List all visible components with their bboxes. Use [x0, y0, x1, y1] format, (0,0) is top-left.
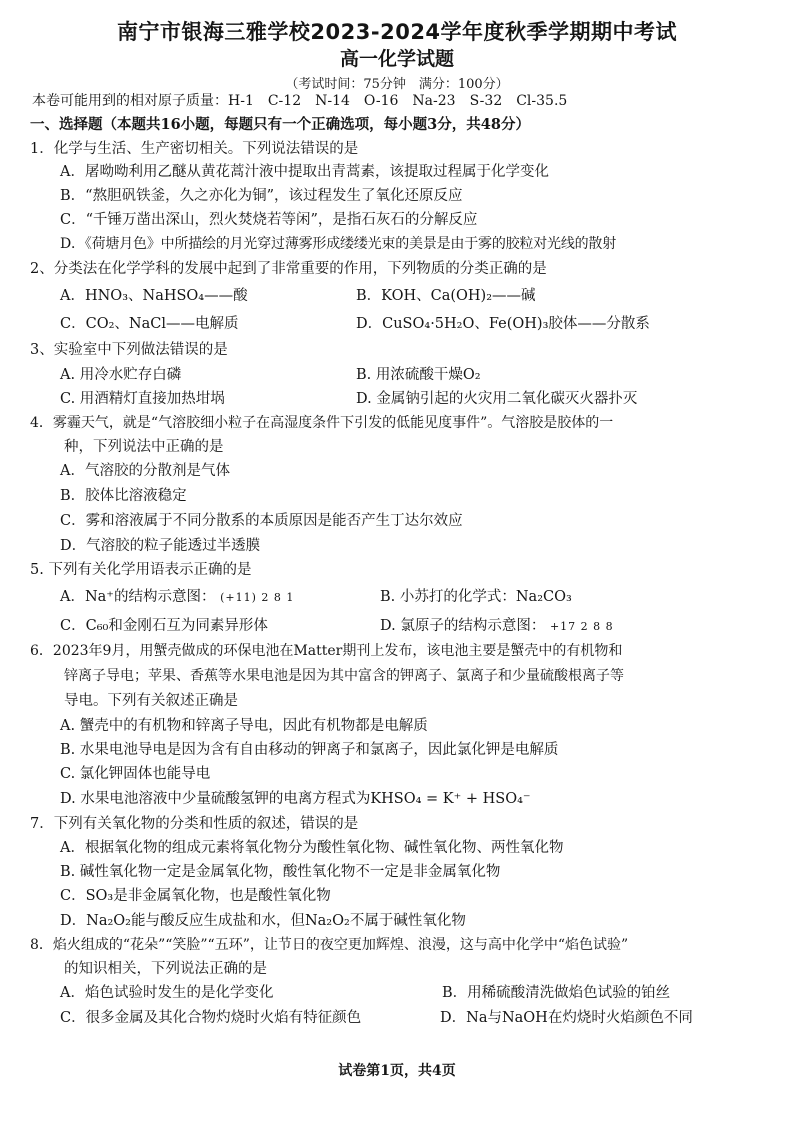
question-2-option-c: C．CO₂、NaCl——电解质	[60, 316, 239, 332]
question-6-stem-continued-2: 导电。下列有关叙述正确是	[64, 693, 238, 709]
question-5-option-c: C．C₆₀和金刚石互为同素异形体	[60, 618, 268, 634]
question-3-option-d: D. 金属钠引起的火灾用二氧化碳灭火器扑灭	[356, 391, 638, 407]
question-6-stem-continued: 锌离子导电；苹果、香蕉等水果电池是因为其中富含的钾离子、氯离子和少量硫酸根离子等	[64, 668, 624, 684]
question-1-option-b: B．“熬胆矾铁釜，久之亦化为铜”，该过程发生了氧化还原反应	[60, 188, 463, 204]
question-6-option-a: A. 蟹壳中的有机物和锌离子导电，因此有机物都是电解质	[60, 718, 428, 734]
question-1-option-d: D．《荷塘月色》中所描绘的月光穿过薄雾形成缕缕光束的美景是由于雾的胶粒对光线的散射	[60, 236, 617, 252]
question-1-option-a: A．屠呦呦利用乙醚从黄花蒿汁液中提取出青蒿素，该提取过程属于化学变化	[60, 164, 549, 180]
question-4-option-a: A．气溶胶的分散剂是气体	[60, 463, 230, 479]
question-8-stem: 8．焰火组成的“花朵”“笑脸”“五环”，让节日的夜空更加辉煌、浪漫，这与高中化学中“焰色试验”	[30, 937, 629, 953]
question-3-option-b: B. 用浓硫酸干燥O₂	[356, 367, 481, 383]
question-1-option-c: C．“千锤万凿出深山，烈火焚烧若等闲”，是指石灰石的分解反应	[60, 212, 478, 228]
question-5-stem: 5. 下列有关化学用语表示正确的是	[30, 562, 252, 578]
question-2-option-b: B．KOH、Ca(OH)₂——碱	[356, 288, 536, 304]
question-7-option-d: D．Na₂O₂能与酸反应生成盐和水，但Na₂O₂不属于碱性氧化物	[60, 913, 466, 929]
question-6-option-d: D. 水果电池溶液中少量硫酸氢钾的电离方程式为KHSO₄ = K⁺ + HSO₄⁻	[60, 791, 531, 807]
question-8-option-b: B．用稀硫酸清洗做焰色试验的铂丝	[442, 985, 671, 1001]
chlorine-atom-structure-diagram: +17 2 8 8	[549, 620, 614, 633]
question-2-stem: 2、分类法在化学学科的发展中起到了非常重要的作用，下列物质的分类正确的是	[30, 261, 547, 277]
question-3-stem: 3、实验室中下列做法错误的是	[30, 342, 228, 358]
question-7-option-a: A．根据氧化物的组成元素将氧化物分为酸性氧化物、碱性氧化物、两性氧化物	[60, 840, 564, 856]
question-4-stem: 4．雾霾天气，就是“气溶胶细小粒子在高湿度条件下引发的低能见度事件”。气溶胶是胶体的一	[30, 415, 614, 431]
atomic-masses: 本卷可能用到的相对原子质量：H-1 C-12 N-14 O-16 Na-23 S-32 Cl-35.5	[32, 93, 568, 109]
question-5-option-a-text: A．Na⁺的结构示意图：	[60, 589, 216, 605]
question-5-option-d-text: D. 氯原子的结构示意图：	[380, 618, 546, 634]
question-3-option-a: A. 用冷水贮存白磷	[60, 367, 182, 383]
section-heading: 一、选择题（本题共16小题，每题只有一个正确选项，每小题3分，共48分）	[30, 116, 530, 133]
question-8-stem-continued: 的知识相关，下列说法正确的是	[64, 961, 267, 977]
question-4-option-b: B．胶体比溶液稳定	[60, 488, 187, 504]
exam-subtitle: 高一化学试题	[339, 48, 454, 70]
question-6-option-b: B. 水果电池导电是因为含有自由移动的钾离子和氯离子，因此氯化钾是电解质	[60, 742, 559, 758]
exam-info: （考试时间：75分钟 满分：100分）	[285, 77, 509, 92]
question-7-stem: 7．下列有关氧化物的分类和性质的叙述，错误的是	[30, 816, 359, 832]
question-2-option-a: A．HNO₃、NaHSO₄——酸	[60, 288, 248, 304]
question-5-option-a	[60, 587, 294, 608]
question-5-option-d	[380, 616, 614, 637]
page-footer: 试卷第1页，共4页	[338, 1063, 456, 1079]
question-4-stem-continued: 种，下列说法中正确的是	[64, 439, 224, 455]
question-1-stem: 1．化学与生活、生产密切相关。下列说法错误的是	[30, 141, 359, 157]
question-6-option-c: C. 氯化钾固体也能导电	[60, 766, 211, 782]
question-4-option-d: D．气溶胶的粒子能透过半透膜	[60, 538, 261, 554]
question-6-stem: 6．2023年9月，用蟹壳做成的环保电池在Matter期刊上发布，该电池主要是蟹壳中的有机物和	[30, 643, 623, 659]
question-8-option-a: A．焰色试验时发生的是化学变化	[60, 985, 274, 1001]
question-8-option-d: D．Na与NaOH在灼烧时火焰颜色不同	[440, 1010, 693, 1026]
question-3-option-c: C. 用酒精灯直接加热坩埚	[60, 391, 225, 407]
question-5-option-b: B. 小苏打的化学式：Na₂CO₃	[380, 589, 572, 605]
question-8-option-c: C．很多金属及其化合物灼烧时火焰有特征颜色	[60, 1010, 362, 1026]
question-2-option-d: D．CuSO₄·5H₂O、Fe(OH)₃胶体——分散系	[356, 316, 650, 332]
sodium-ion-structure-diagram: (+11) 2 8 1	[220, 591, 295, 604]
question-7-option-b: B. 碱性氧化物一定是金属氧化物，酸性氧化物不一定是非金属氧化物	[60, 864, 501, 880]
question-7-option-c: C．SO₃是非金属氧化物，也是酸性氧化物	[60, 888, 331, 904]
question-4-option-c: C．雾和溶液属于不同分散系的本质原因是能否产生丁达尔效应	[60, 513, 463, 529]
exam-title: 南宁市银海三雅学校2023-2024学年度秋季学期期中考试	[116, 20, 678, 44]
